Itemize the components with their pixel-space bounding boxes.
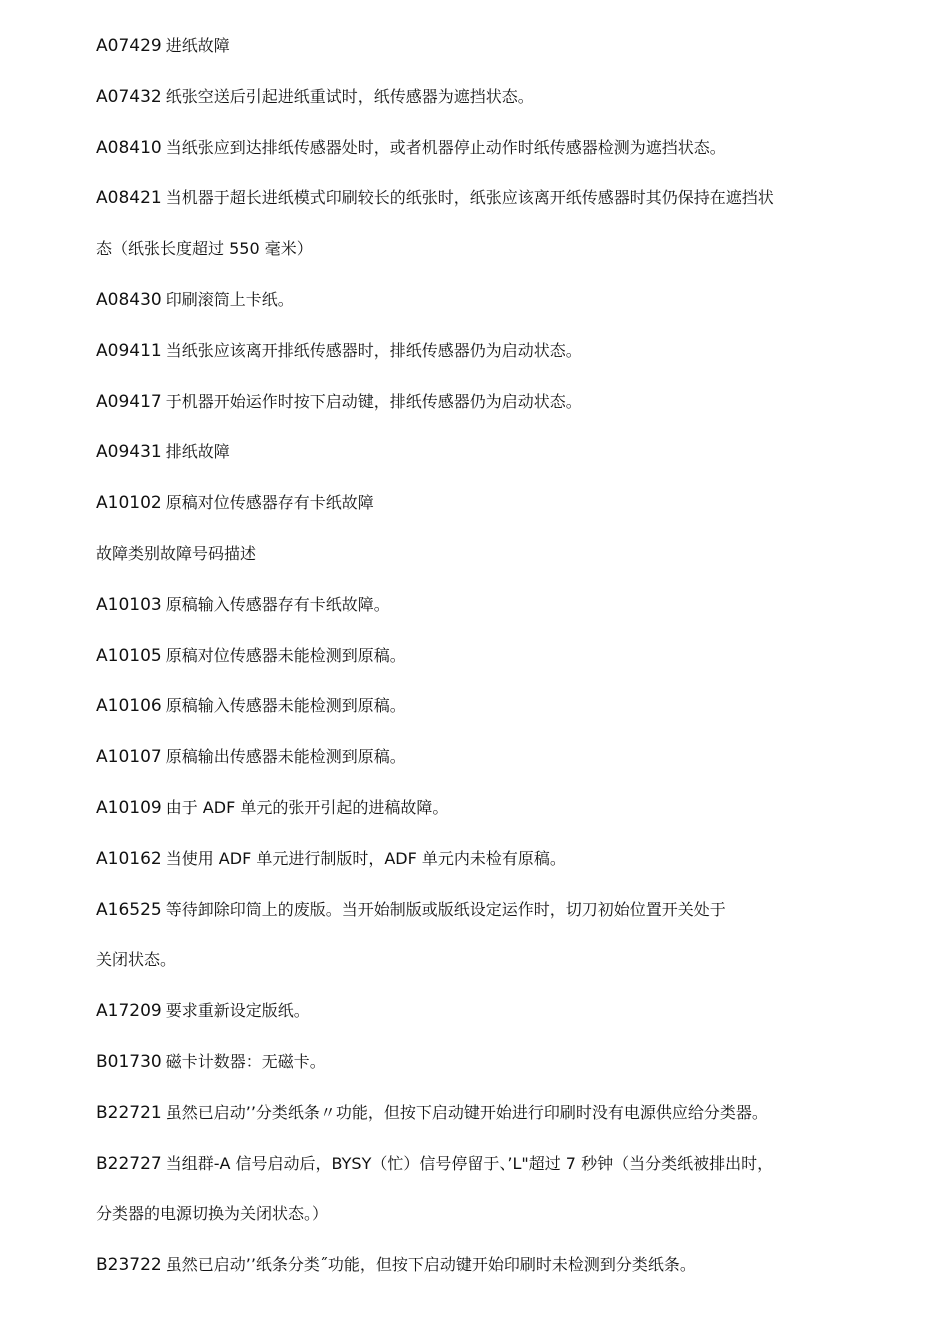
- error-code: A16525: [96, 899, 162, 920]
- entry-line-18: [96, 944, 896, 995]
- error-code: A10107: [96, 747, 162, 768]
- entry-line-13: [96, 690, 896, 741]
- entry-line-6: [96, 335, 896, 386]
- entry-line-5: [96, 284, 896, 335]
- error-description: 当机器于超长进纸模式印刷较长的纸张时，纸张应该离开纸传感器时其仍保持在遮挡状: [165, 188, 774, 208]
- error-code: A10106: [96, 696, 162, 717]
- error-code: A09431: [96, 442, 162, 463]
- error-code: A08410: [96, 137, 162, 158]
- error-description: 原稿输入传感器未能检测到原稿。: [165, 696, 406, 716]
- entry-line-16: [96, 843, 896, 894]
- entry-line-20: [96, 1046, 896, 1097]
- error-code: A10109: [96, 797, 162, 818]
- document-page: [96, 30, 896, 1300]
- entry-line-21: [96, 1097, 896, 1148]
- entry-line-8: [96, 436, 896, 487]
- error-description: 磁卡计数器：无磁卡。: [165, 1051, 326, 1071]
- entry-line-4: [96, 233, 896, 284]
- error-code: A07432: [96, 86, 162, 107]
- error-code: B01730: [96, 1051, 162, 1072]
- error-code: B22721: [96, 1102, 162, 1123]
- entry-line-24: [96, 1249, 896, 1300]
- error-description-continued: 态（纸张长度超过 550 毫米）: [96, 239, 313, 259]
- table-header-text: 故障类别故障号码描述: [96, 543, 257, 563]
- entry-line-14: [96, 741, 896, 792]
- entry-line-10: [96, 538, 896, 589]
- error-description: 印刷滚筒上卡纸。: [165, 289, 294, 309]
- entry-line-22: [96, 1148, 896, 1199]
- entry-line-3: [96, 182, 896, 233]
- error-description: 原稿输入传感器存有卡纸故障。: [165, 594, 390, 614]
- entry-line-11: [96, 589, 896, 640]
- error-code: A08430: [96, 289, 162, 310]
- error-code: A10105: [96, 645, 162, 666]
- error-code: A07429: [96, 36, 162, 56]
- error-code: A10102: [96, 493, 162, 514]
- error-description: 当纸张应该离开排纸传感器时，排纸传感器仍为启动状态。: [165, 340, 582, 360]
- error-description: 由于 ADF 单元的张开引起的进稿故障。: [165, 797, 449, 817]
- error-code: A09411: [96, 340, 162, 361]
- error-code: B23722: [96, 1255, 162, 1276]
- error-code: A10162: [96, 848, 162, 869]
- entry-line-0: [96, 30, 896, 81]
- error-code: A08421: [96, 188, 162, 209]
- error-description-continued: 分类器的电源切换为关闭状态。）: [96, 1204, 329, 1224]
- error-description: 排纸故障: [165, 442, 230, 462]
- error-description: 原稿对位传感器存有卡纸故障: [165, 493, 374, 513]
- entry-line-2: [96, 132, 896, 183]
- error-description: 当使用 ADF 单元进行制版时，ADF 单元内未检有原稿。: [165, 848, 566, 868]
- error-description: 当组群-A 信号启动后，BYSY（忙）信号停留于、’L"超过 7 秒钟（当分类纸被排出时，: [165, 1153, 774, 1173]
- entry-line-15: [96, 792, 896, 843]
- error-code: A10103: [96, 594, 162, 615]
- error-description: 于机器开始运作时按下启动键，排纸传感器仍为启动状态。: [165, 391, 582, 411]
- entry-line-19: [96, 995, 896, 1046]
- error-code: A17209: [96, 1001, 162, 1022]
- entry-line-12: [96, 640, 896, 691]
- error-description: 原稿输出传感器未能检测到原稿。: [165, 747, 406, 767]
- entry-line-7: [96, 386, 896, 437]
- entry-line-23: [96, 1198, 896, 1249]
- error-description-continued: 关闭状态。: [96, 950, 177, 970]
- entry-line-17: [96, 894, 896, 945]
- error-description: 虽然已启动’’分类纸条〃功能，但按下启动键开始进行印刷时没有电源供应给分类器。: [165, 1102, 768, 1122]
- error-description: 原稿对位传感器未能检测到原稿。: [165, 645, 406, 665]
- error-description: 纸张空送后引起进纸重试时，纸传感器为遮挡状态。: [165, 86, 534, 106]
- entry-line-9: [96, 487, 896, 538]
- error-description: 要求重新设定版纸。: [165, 1001, 310, 1021]
- error-description: 进纸故障: [165, 36, 230, 55]
- error-code: B22727: [96, 1153, 162, 1174]
- error-description: 虽然已启动’’纸条分类˝功能，但按下启动键开始印刷时未检测到分类纸条。: [165, 1255, 696, 1275]
- error-description: 等待卸除印筒上的废版。当开始制版或版纸设定运作时，切刀初始位置开关处于: [165, 899, 726, 919]
- entry-line-1: [96, 81, 896, 132]
- error-description: 当纸张应到达排纸传感器处时，或者机器停止动作时纸传感器检测为遮挡状态。: [165, 137, 726, 157]
- error-code: A09417: [96, 391, 162, 412]
